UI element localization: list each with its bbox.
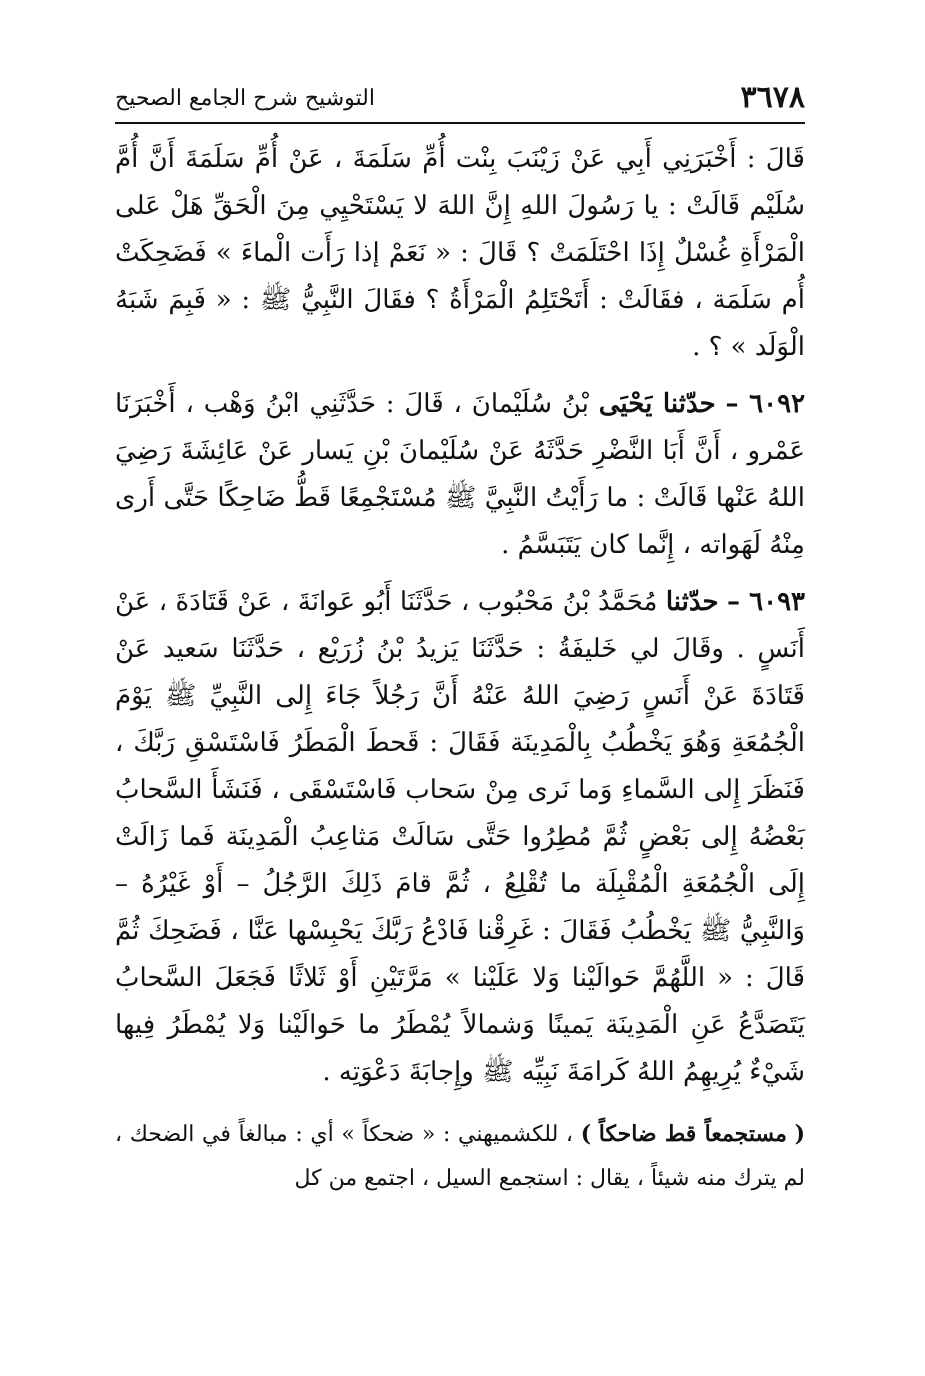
hadith-number: ٦٠٩٣ –: [726, 587, 806, 617]
hadith-number: ٦٠٩٢ –: [725, 389, 806, 419]
running-title: التوشيح شرح الجامع الصحيح: [115, 86, 375, 111]
hadith-lead: حدّثنا: [665, 587, 719, 617]
hadith-text: قَالَ : أَخْبَرَنِي أَبِي عَنْ زَيْنَبَ بِنْت أُمِّ سَلَمَةَ ، عَنْ أُمِّ سَلَمَةَ أَنَّ أُمَّ سُلَيْم قَالَتْ : يا رَسُولَ اللهِ إِنَّ اللهَ لا يَسْتَحْيِي مِنَ الْحَقِّ هَلْ عَلى الْمَرْأَةِ غُسْلٌ إِذَا احْتَلَمَتْ ؟ قَالَ : « نَعَمْ إذا رَأَت الْماءَ » فَضَحِكَتْ أُم سَلَمَة ، فقَالَتْ : أَتَحْتَلِمُ الْمَرْأَةُ ؟ فقَالَ النَّبِيُّ ﷺ : « فَبِمَ شَبَهُ الْوَلَد » ؟ .: [115, 144, 805, 362]
commentary-text: ، للكشميهني : « ضحكاً » أي : مبالغاً في الضحك ، لم يترك منه شيئاً ، يقال : استجمع السيل ، اجتمع من كل: [115, 1122, 805, 1191]
hadith-6092: [115, 381, 805, 569]
main-text: [115, 136, 805, 1201]
book-page: [115, 78, 805, 1223]
commentary-term: مستجمعاً قط ضاحكاً: [598, 1121, 787, 1147]
commentary-open-paren: (: [794, 1121, 805, 1147]
commentary: [115, 1112, 805, 1201]
page-header: [115, 78, 805, 124]
page-number: ٣٦٧٨: [740, 80, 805, 115]
hadith-6093: [115, 579, 805, 1096]
hadith-continuation: [115, 136, 805, 371]
commentary-close-paren: ): [580, 1121, 592, 1147]
hadith-text: مُحَمَّدُ بْنُ مَحْبُوب ، حَدَّثَنَا أَبُو عَوانَةَ ، عَنْ قَتَادَةَ ، عَنْ أَنَسٍ . وقَالَ لي خَليفَةُ : حَدَّثَنَا يَزيدُ بْنُ زُرَيْع ، حَدَّثَنَا سَعيد عَنْ قَتَادَةَ عَنْ أَنَسٍ رَضِيَ اللهُ عَنْهُ أَنَّ رَجُلاً جَاءَ إِلى النَّبِيِّ ﷺ يَوْمَ الْجُمُعَةِ وَهُوَ يَخْطُبُ بِالْمَدِينَة فَقَالَ : قَحطَ الْمَطَرُ فَاسْتَسْقِ رَبَّكَ ، فَنَظَرَ إِلى السَّماءِ وَما نَرى مِنْ سَحاب فَاسْتَسْقَى ، فَنَشَأَ السَّحابُ بَعْضُهُ إِلى بَعْضٍ ثُمَّ مُطِرُوا حَتَّى سَالَتْ مَثاعِبُ الْمَدِينَة فَما زَالَتْ إِلَى الْجُمُعَةِ الْمُقْبِلَة ما تُقْلِعُ ، ثُمَّ قامَ ذَلِكَ الرَّجُلُ – أَوْ غَيْرُهُ – وَالنَّبِيُّ ﷺ يَخْطُبُ فَقَالَ : غَرِقْنا فَادْعُ رَبَّكَ يَحْبِسْها عَنَّا ، فَضَحِكَ ثُمَّ قَالَ : « اللَّهُمَّ حَوالَيْنا وَلا عَلَيْنا » مَرَّتَيْنِ أَوْ ثَلاثًا فَجَعَلَ السَّحابُ يَتَصَدَّعُ عَنِ الْمَدِينَة يَمينًا وَشمالاً يُمْطَرُ ما حَوالَيْنا وَلا يُمْطَرُ فِيها شَيْءٌ يُرِيهِمُ اللهُ كَرامَةَ نَبِيِّه ﷺ وإِجابَةَ دَعْوَتِه .: [115, 587, 805, 1087]
hadith-lead: حدّثنا يَحْيَى: [598, 389, 716, 419]
hadith-text: بْنُ سُلَيْمانَ ، قَالَ : حَدَّثَنِي ابْنُ وَهْب ، أَخْبَرَنَا عَمْرو ، أَنَّ أَبَا النَّضْرِ حَدَّثَهُ عَنْ سُلَيْمانَ بْنِ يَسار عَنْ عَائِشَةَ رَضِيَ اللهُ عَنْها قَالَتْ : ما رَأَيْتُ النَّبِيَّ ﷺ مُسْتَجْمِعًا قَطُّ ضَاحِكًا حَتَّى أَرى مِنْهُ لَهَواته ، إِنَّما كان يَتَبَسَّمُ .: [115, 389, 805, 560]
